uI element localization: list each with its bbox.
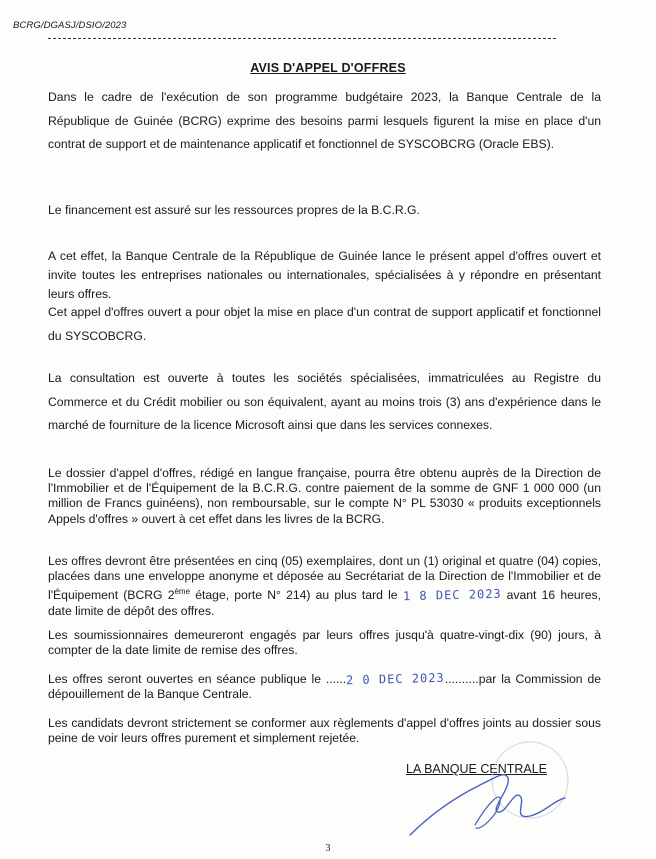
paragraph-context: Dans le cadre de l'exécution de son programme budgétaire 2023, la Banque Centrale de la République de Guinée (BCRG) exprime des besoins parmi lesquels figurent la mise en place d'un contrat de support et de maintenance applicatif et fonctionnel de SYSCOBCRG (Oracle EBS). — [48, 90, 601, 151]
paragraph-opening — [48, 672, 601, 702]
submission-text-end: avant 16 heures, date limite de dépôt des offres. — [48, 588, 601, 618]
paragraph-eligibility: La consultation est ouverte à toutes les sociétés spécialisées, immatriculées au Registre du Commerce et du Crédit mobilier ou son équivalent, ayant au moins trois (3) ans d'expérience dans le marché de fourniture de la licence Microsoft ainsi que dans les services connexes. — [48, 371, 601, 432]
handwritten-signature — [380, 740, 580, 840]
submission-text-cont: étage, porte N° 214) au plus tard le — [190, 588, 403, 603]
paragraph-compliance: Les candidats devront strictement se conformer aux règlements d'appel d'offres joints au dossier sous peine de voir leurs offres purement et simplement rejetée. — [48, 716, 601, 746]
opening-text-end: ..........par la Commission de dépouillement de la Banque Centrale. — [48, 672, 601, 702]
signer-name: LA BANQUE CENTRALE — [406, 762, 548, 776]
paragraph-submission — [48, 554, 601, 619]
submission-text: Les offres devront être présentées en cinq (05) exemplaires, dont un (1) original et quatre (04) copies, placées dans une enveloppe anonyme et déposée au Secrétariat de la Direction de l'Immobilier et de l'Équipement (BCRG 2 — [48, 554, 601, 603]
signature-stroke — [410, 775, 565, 835]
document-title: AVIS D'APPEL D'OFFRES — [250, 61, 406, 75]
document-reference: BCRG/DGASJ/DSIO/2023 — [13, 20, 127, 31]
paragraph-validity: Les soumissionnaires demeureront engagés par leurs offres jusqu'à quatre-vingt-dix (90) jours, à compter de la date limite de remise des offres. — [48, 628, 601, 658]
floor-superscript: ème — [174, 587, 191, 597]
header-divider — [48, 38, 556, 39]
deadline-date-stamp: 1 8 DEC 2023 — [402, 587, 502, 604]
opening-date-stamp: 2 0 DEC 2023 — [345, 670, 446, 688]
official-seal — [492, 742, 568, 818]
paragraph-object: Cet appel d'offres ouvert a pour objet la mise en place d'un contrat de support applicatif et fonctionnel du SYSCOBCRG. — [48, 305, 601, 343]
signature-stroke-2 — [475, 797, 500, 828]
paragraph-tender-file: Le dossier d'appel d'offres, rédigé en langue française, pourra être obtenu auprès de la Direction de l'Immobilier et de l'Équipement de la B.C.R.G. contre paiement de la somme de GNF 1 000 000 (un million de Francs guinéens), non remboursable, sur le compte N° PL 53030 « produits exceptionnels Appels d'offres » ouvert à cet effet dans les livres de la BCRG. — [48, 466, 601, 526]
opening-text: Les offres seront ouvertes en séance publique le ...... — [48, 672, 347, 686]
page-number: 3 — [325, 843, 331, 854]
paragraph-invitation: A cet effet, la Banque Centrale de la République de Guinée lance le présent appel d'offres ouvert et invite toutes les entreprises nationales ou internationales, spécialisées à y répondre en présentant leurs offres. — [48, 249, 601, 301]
paragraph-financing: Le financement est assuré sur les ressources propres de la B.C.R.G. — [48, 203, 420, 217]
